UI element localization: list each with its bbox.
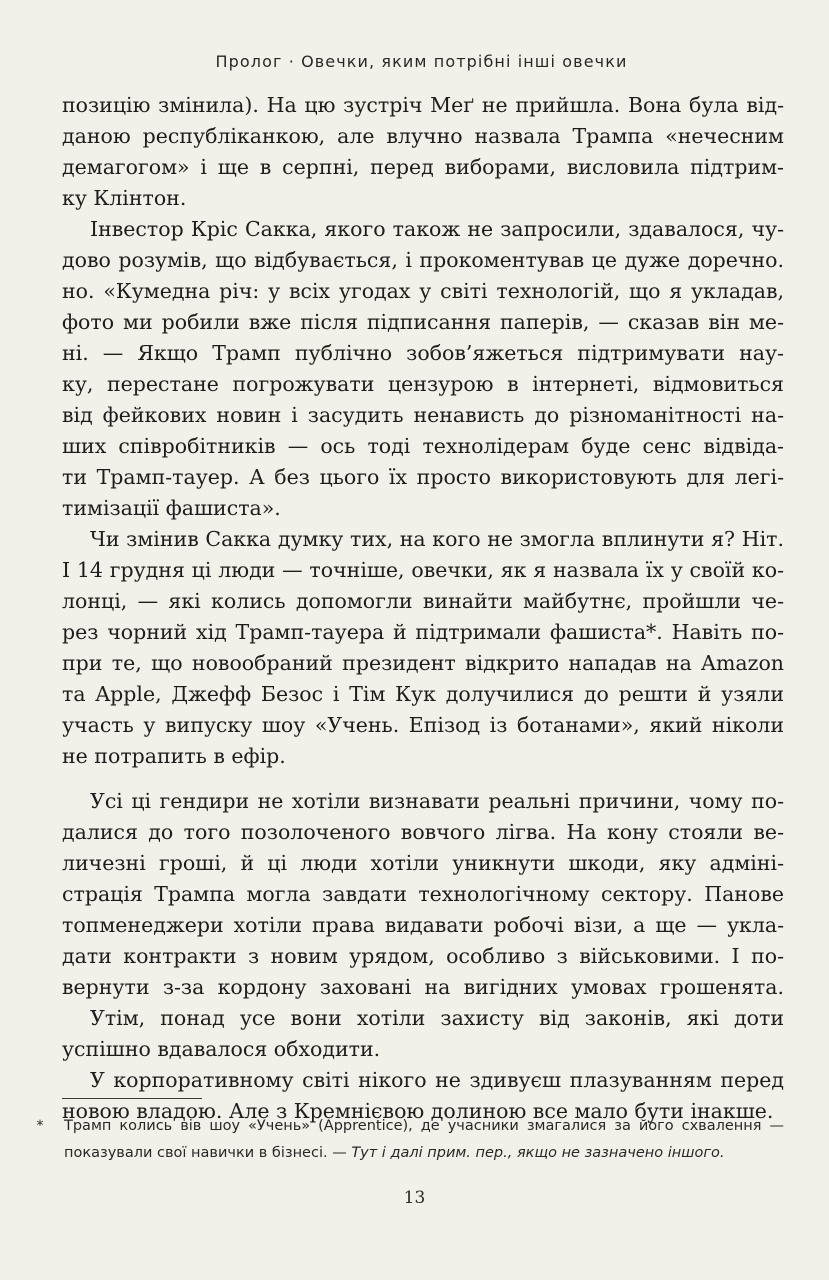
text-line: далися до того позолоченого вовчого лігва. На кону стояли ве- <box>62 819 784 844</box>
text-line: лонці, — які колись допомогли винайти майбутнє, пройшли че- <box>62 589 784 613</box>
text-line: личезні гроші, й ці люди хотіли уникнути шкоди, яку адміні- <box>62 850 784 875</box>
text-line: топменеджери хотіли права видавати робочі візи, а ще — укла- <box>62 912 784 937</box>
text-line: ку, перестане погрожувати цензурою в інтернеті, відмовиться <box>62 372 784 396</box>
paragraph <box>62 786 784 1003</box>
text-line: дово розумів, що відбувається, і прокоментував це дуже доречно. <box>62 248 784 272</box>
text-line: даною республіканкою, але влучно назвала Трампа «нечесним <box>62 124 784 148</box>
text-line: страція Трампа могла завдати технологічному сектору. Панове <box>62 881 784 906</box>
text-line: тимізації фашиста». <box>62 496 281 520</box>
paragraph <box>62 90 784 214</box>
footnote <box>30 1113 784 1167</box>
footnote-text: показували свої навички в бізнесі. — <box>64 1145 347 1161</box>
text-line: участь у випуску шоу «Учень. Епізод із ботанами», який ніколи <box>62 713 784 737</box>
text-line: І 14 грудня ці люди — точніше, овечки, як я назвала їх у своїй ко- <box>62 558 784 582</box>
text-line: новою владою. Але з Кремнієвою долиною все мало бути інакше. <box>62 1098 774 1123</box>
footnote-line <box>64 1140 784 1167</box>
text-line: демагогом» і ще в серпні, перед виборами, висловила підтрим- <box>62 155 784 179</box>
text-line: від фейкових новин і засудить ненависть до різноманітності на- <box>62 403 784 427</box>
paragraph <box>62 1003 784 1065</box>
footnote-divider <box>62 1098 202 1099</box>
text-line: при те, що новообраний президент відкрито нападав на Amazon <box>62 651 784 675</box>
text-line: не потрапить в ефір. <box>62 744 286 768</box>
text-line: ших співробітників — ось тоді технолідерам буде сенс відвіда- <box>62 434 784 458</box>
footnote-translator-note: Тут і далі прим. пер., якщо не зазначено іншого. <box>351 1145 725 1161</box>
body-text <box>62 90 784 1127</box>
text-line: успішно вдавалося обходити. <box>62 1036 381 1061</box>
text-line: рез чорний хід Трамп-тауера й підтримали фашиста*. Навіть по- <box>62 620 784 644</box>
text-line: фото ми робили вже після підписання паперів, — сказав він ме- <box>62 310 784 334</box>
text-line: вернути з-за кордону заховані на вигідних умовах грошенята. <box>62 974 784 999</box>
text-line: Усі ці гендири не хотіли визнавати реальні причини, чому по- <box>90 788 784 813</box>
text-line: позицію змінила). На цю зустріч Меґ не прийшла. Вона була від- <box>62 93 784 117</box>
text-line: ку Клінтон. <box>62 186 187 210</box>
text-line: ні. — Якщо Трамп публічно зобов’яжеться підтримувати нау- <box>62 341 784 365</box>
footnote-line: Трамп колись вів шоу «Учень» (Apprentice), де учасники змагалися за його схвалення — <box>64 1118 784 1134</box>
paragraph <box>62 214 784 524</box>
paragraph <box>62 524 784 772</box>
footnote-marker: * <box>36 1118 44 1134</box>
text-line: та Apple, Джефф Безос і Тім Кук долучилися до решти й узяли <box>62 682 784 706</box>
text-line: Утім, понад усе вони хотіли захисту від законів, які доти <box>90 1005 784 1030</box>
running-head: Пролог · Овечки, яким потрібні інші овечки <box>215 52 628 71</box>
text-line: Чи змінив Сакка думку тих, на кого не змогла вплинути я? Ніт. <box>90 527 784 551</box>
text-line: У корпоративному світі нікого не здивуєш плазуванням перед <box>90 1067 784 1092</box>
page-number: 13 <box>403 1188 426 1208</box>
text-line: дати контракти з новим урядом, особливо з військовими. І по- <box>62 943 784 968</box>
text-line: Інвестор Кріс Сакка, якого також не запросили, здавалося, чу- <box>90 217 784 241</box>
text-line: но. «Кумедна річ: у всіх угодах у світі технологій, що я укладав, <box>62 279 784 303</box>
text-line: ти Трамп-тауер. А без цього їх просто використовують для легі- <box>62 465 784 489</box>
